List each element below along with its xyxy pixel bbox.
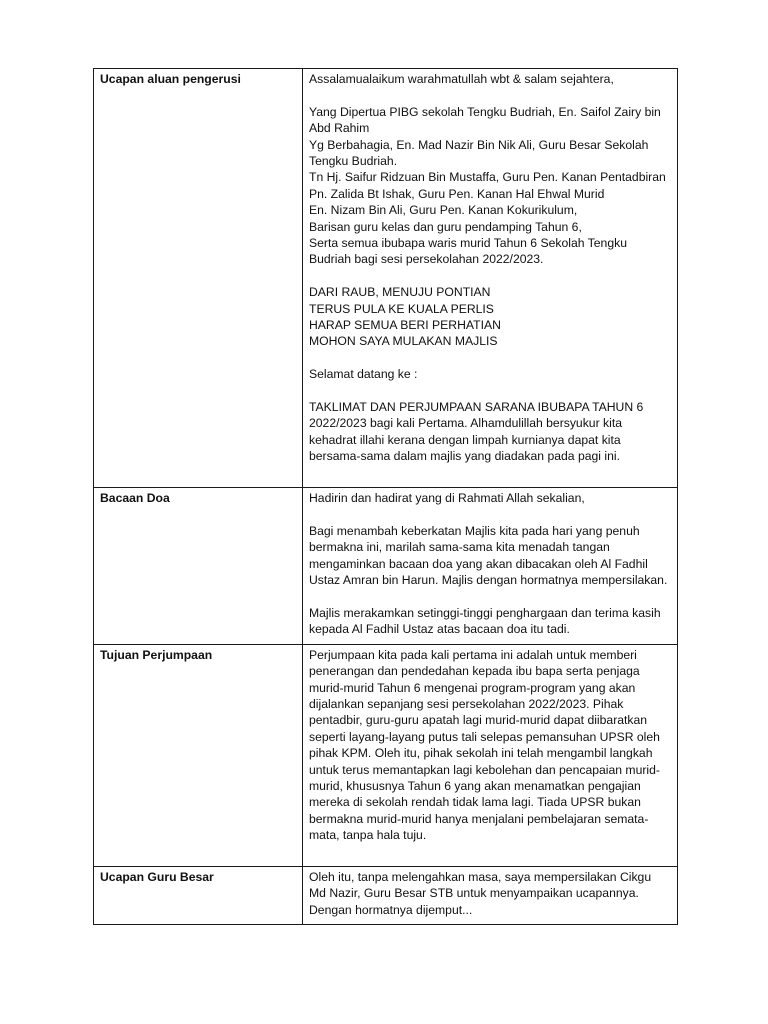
row-content: [303, 866, 678, 924]
row-label: Ucapan aluan pengerusi: [94, 69, 303, 488]
row-content: [303, 488, 678, 645]
row-content: [303, 644, 678, 866]
paragraph: Selamat datang ke :: [309, 367, 418, 382]
paragraph: Yang Dipertua PIBG sekolah Tengku Budriah, En. Saifol Zairy bin Abd Rahim Yg Berbahagia, En. Mad Nazir Bin Nik Ali, Guru Besar Sekolah Tengku Budriah. Tn Hj. Saifur Ridzuan Bin Mustaffa, Guru Pen. Kanan Pentadbiran Pn. Zalida Bt Ishak, Guru Pen. Kanan Hal Ehwal Murid En. Nizam Bin Ali, Guru Pen. Kanan Kokurikulum, Barisan guru kelas dan guru pendamping Tahun 6, Serta semua ibubapa waris murid Tahun 6 Sekolah Tengku Budriah bagi sesi persekolahan 2022/2023.: [309, 104, 666, 267]
table-row: [94, 866, 678, 924]
paragraph: TAKLIMAT DAN PERJUMPAAN SARANA IBUBAPA TAHUN 6 2022/2023 bagi kali Pertama. Alhamdulillah bersyukur kita kehadrat illahi kerana dengan limpah kurnianya dapat kita bersama-sama dalam majlis yang diadakan pada pagi ini.: [309, 400, 644, 464]
paragraph: Oleh itu, tanpa melengahkan masa, saya mempersilakan Cikgu Md Nazir, Guru Besar STB untuk menyampaikan ucapannya. Dengan hormatnya dijemput...: [309, 869, 652, 917]
paragraph: Bagi menambah keberkatan Majlis kita pada hari yang penuh bermakna ini, marilah sama-sama kita menadah tangan mengaminkan bacaan doa yang akan dibacakan oleh Al Fadhil Ustaz Amran bin Harun. Majlis dengan hormatnya mempersilakan.: [309, 523, 668, 588]
table-row: [94, 69, 678, 488]
paragraph: Perjumpaan kita pada kali pertama ini adalah untuk memberi penerangan dan pendedahan kepada ibu bapa serta penjaga murid-murid Tahun 6 mengenai program-program yang akan dijalankan sepanjang sesi persekolahan 2022/2023. Pihak pentadbir, guru-guru apatah lagi murid-murid dapat diibaratkan seperti layang-layang putus tali selepas pemansuhan UPSR oleh pihak KPM. Oleh itu, pihak sekolah ini telah mengambil langkah untuk terus memantapkan lagi kebolehan dan pencapaian murid-murid, khususnya Tahun 6 yang akan menamatkan pengajian mereka di sekolah rendah tidak lama lagi. Tiada UPSR bukan bermakna murid-murid hanya menjalani pembelajaran semata-mata, tanpa hala tuju.: [309, 647, 660, 843]
row-label: Bacaan Doa: [94, 488, 303, 645]
paragraph: Majlis merakamkan setinggi-tinggi penghargaan dan terima kasih kepada Al Fadhil Ustaz atas bacaan doa itu tadi.: [309, 605, 661, 637]
row-content: [303, 69, 678, 488]
row-label: Tujuan Perjumpaan: [94, 644, 303, 866]
table-row: [94, 488, 678, 645]
table-row: [94, 644, 678, 866]
event-script-table: [93, 68, 678, 925]
paragraph: Hadirin dan hadirat yang di Rahmati Allah sekalian,: [309, 491, 585, 506]
paragraph: DARI RAUB, MENUJU PONTIAN TERUS PULA KE KUALA PERLIS HARAP SEMUA BERI PERHATIAN MOHON SAYA MULAKAN MAJLIS: [309, 285, 501, 349]
paragraph: Assalamualaikum warahmatullah wbt & salam sejahtera,: [309, 72, 614, 86]
row-label: Ucapan Guru Besar: [94, 866, 303, 924]
